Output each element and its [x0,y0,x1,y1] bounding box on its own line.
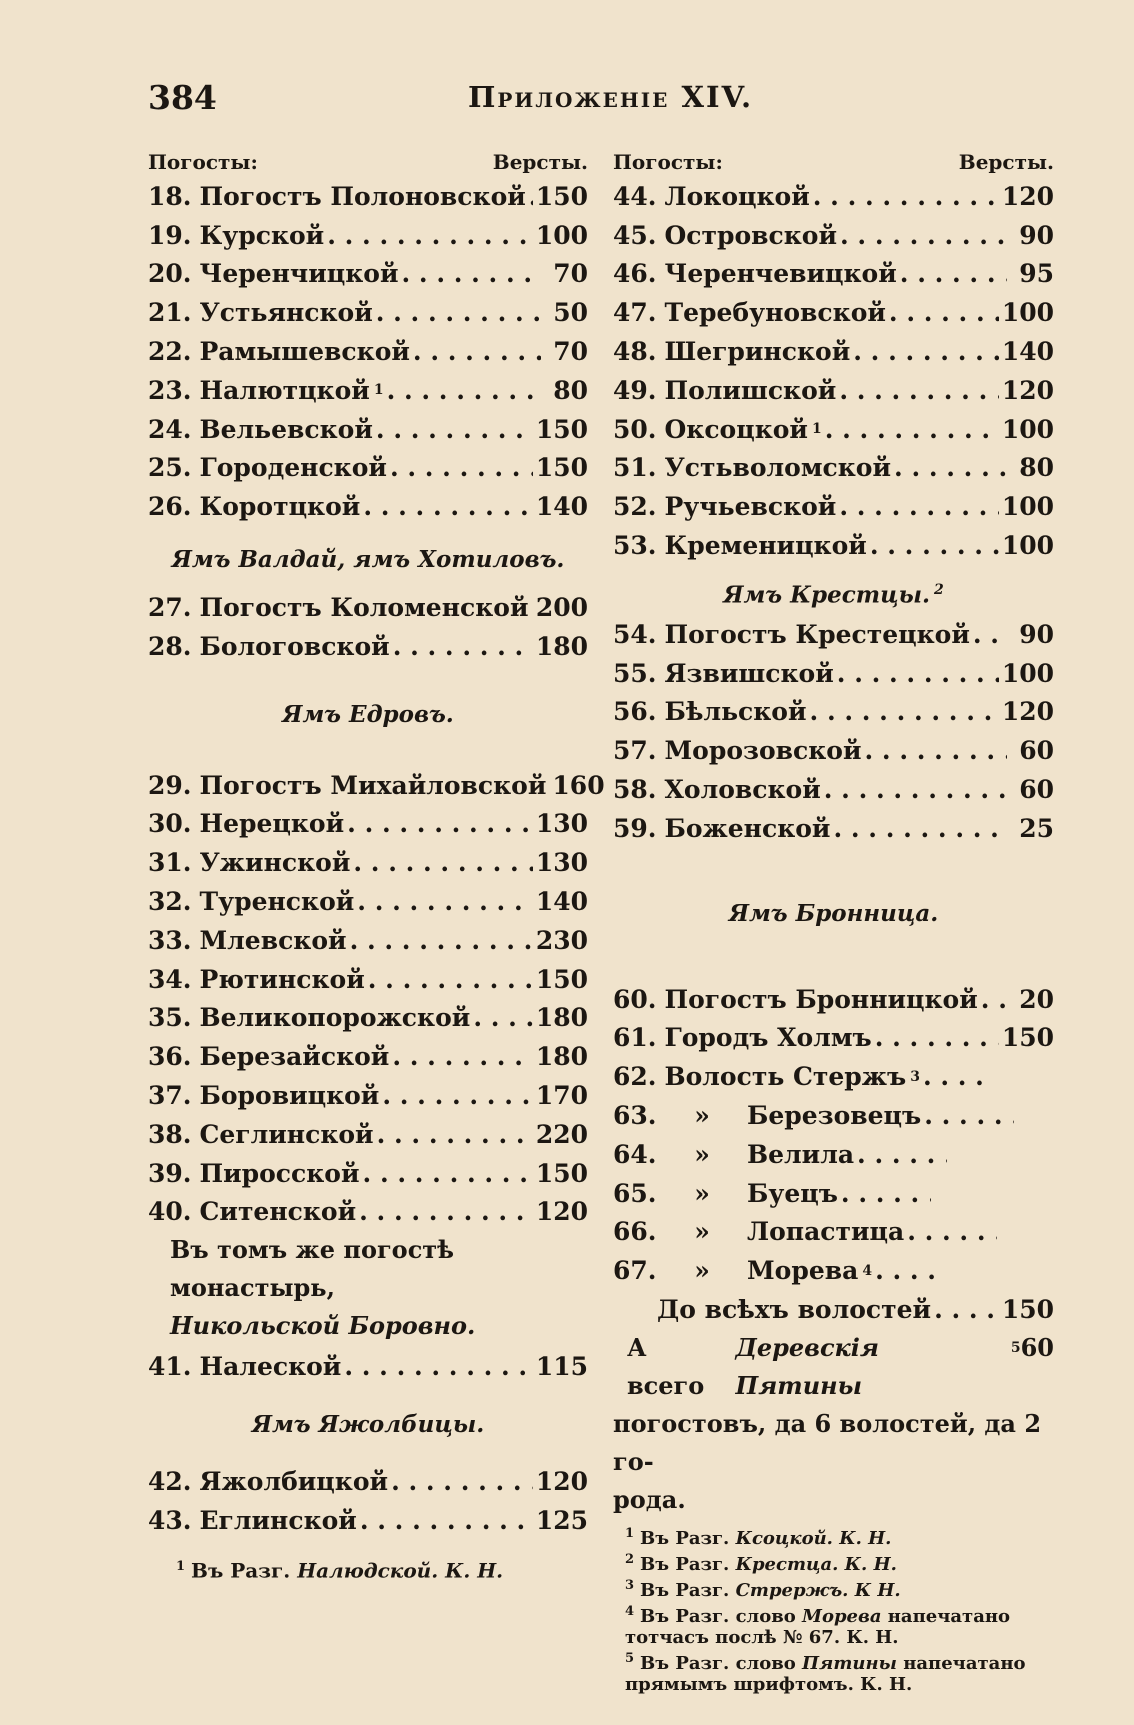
entry-number: 38. [148,1119,192,1149]
entry-number: 42. [148,1467,192,1497]
entry-number: 30. [148,809,192,839]
leader-dots [870,531,999,560]
entry-number: 26. [148,492,192,522]
entry-row [148,882,588,921]
entry-row [148,766,605,805]
section-heading: Ямъ Крестцы. $^2$ [723,581,944,609]
ditto-mark: » [694,1178,710,1208]
page-header [148,78,1054,118]
leader-dots [853,337,999,366]
entry-name: Погостъ Полоновской [199,181,526,211]
summary-line: погостовъ, да 6 волостей, да 2 го- [613,1408,1042,1476]
entry-list [148,766,605,1232]
entry-name: Яжолбицкой [199,1467,389,1497]
entry-versts: 140 [1001,337,1054,367]
entry-versts: 180 [535,631,588,661]
entry-number: 53. [613,531,657,561]
entry-name: Нерецкой [199,809,345,839]
entry-versts: 140 [535,887,588,917]
entry-number: 41. [148,1352,192,1382]
entry-versts: 180 [535,1003,588,1033]
entry-list [613,177,1054,565]
leader-dots [857,1140,947,1169]
entry-name: Холовской [664,775,821,805]
entry-number: 31. [148,848,192,878]
entry-number: 47. [613,298,657,328]
entry-name: Погостъ Бронницкой [664,984,978,1014]
entry-name: Березовецъ [747,1101,922,1131]
section-heading: Ямъ Бронница. [728,899,939,927]
footnote: $^4$ Въ Разг. слово Морева напечатано тотчасъ послѣ № 67. К. Н. [625,1603,1011,1648]
entry-versts: 100 [535,220,588,250]
pogosty-label: Погосты: [613,150,723,174]
entry-name: Млевской [199,925,347,955]
leader-dots [402,259,542,288]
entry-number: 56. [613,697,657,727]
entry-versts: 200 [535,593,588,623]
entry-name: Бологовской [199,631,390,661]
entry-row [148,805,588,844]
entry-row [148,588,588,627]
entry-row [613,1019,1054,1058]
entry-name: Бѣльской [664,697,807,727]
leader-dots [840,221,1007,250]
footnotes [613,1523,1054,1695]
entry-versts: 150 [1001,1023,1054,1053]
leader-dots [841,1179,931,1208]
leader-dots [376,298,541,327]
entry-list [613,615,1054,848]
entry-row [613,216,1054,255]
entry-name: Язвишской [664,658,834,688]
entry-versts: 150 [535,414,588,444]
entry-versts: 50 [553,298,588,328]
leader-dots [813,182,999,211]
entry-name: Кременицкой [664,531,867,561]
entry-row [148,449,588,488]
entry-list [148,177,588,526]
volost-row [613,1213,1054,1252]
entry-name: Черенчевицкой [664,259,897,289]
entry-number: 37. [148,1081,192,1111]
leader-dots [875,1256,945,1285]
entry-row [148,177,588,216]
entry-number: 23. [148,375,192,405]
entry-versts: 90 [1019,619,1054,649]
entry-name: Буецъ [747,1178,838,1208]
versty-label: Версты. [958,150,1054,174]
entry-name: Оксоцкой [664,414,808,444]
versty-label: Версты. [492,150,588,174]
entry-versts: 60 [1019,736,1054,766]
entry-number: 57. [613,736,657,766]
entry-number: 24. [148,414,192,444]
entry-number: 52. [613,492,657,522]
entry-row [148,216,588,255]
entry-row [613,654,1054,693]
entry-row [613,293,1054,332]
leader-dots [810,697,999,726]
entry-number: 21. [148,298,192,328]
leader-dots [473,1003,533,1032]
note-line: Въ томъ же погостѣ монастырь, [170,1235,455,1303]
entry-number: 60. [613,984,657,1014]
entry-name: Черенчицкой [199,259,399,289]
left-column [148,144,605,1583]
entry-versts: 150 [535,964,588,994]
entry-name: Шегринской [664,337,851,367]
footnote-ref: 1 [811,421,822,438]
entry-versts: 25 [1019,813,1054,843]
entry-name: Теребуновской [664,298,886,328]
entry-row [613,809,1054,848]
leader-dots [825,415,999,444]
entry-name: Сеглинской [199,1119,374,1149]
entry-versts: 95 [1019,259,1054,289]
leader-dots [363,1159,533,1188]
entry-versts: 125 [535,1505,588,1535]
entry-row [148,960,588,999]
entry-row [148,293,588,332]
entry-number: 36. [148,1042,192,1072]
entry-versts: 90 [1019,220,1054,250]
leader-dots [839,376,998,405]
footnote: $^5$ Въ Разг. слово Пятины напечатано прямымъ шрифтомъ. К. Н. [625,1650,1026,1695]
entry-list [148,1462,588,1540]
entry-versts: 100 [1001,298,1054,328]
leader-dots [391,1467,533,1496]
entry-number: 22. [148,337,192,367]
entry-row [148,1076,588,1115]
column-header [148,144,588,174]
leader-dots [393,632,533,661]
right-column [613,144,1054,1695]
entry-name: Полишской [664,375,837,405]
footnote: $^2$ Въ Разг. Крестца. К. Н. [625,1551,897,1575]
leader-dots [529,182,533,211]
ditto-mark: » [694,1101,710,1131]
entry-number: 66. [613,1217,657,1247]
entry-row [148,1462,588,1501]
footnote-ref: 1 [373,382,384,399]
entry-name: Морева [747,1256,859,1286]
entry-number: 48. [613,337,657,367]
footnote: $^3$ Въ Разг. Стрержъ. К Н. [625,1577,901,1601]
entry-name: Курской [199,220,325,250]
entry-row [148,371,588,410]
entry-name: Пиросской [199,1158,360,1188]
entry-number: 35. [148,1003,192,1033]
entry-number: 39. [148,1158,192,1188]
leader-dots [907,1217,997,1246]
entry-number: 50. [613,414,657,444]
entry-row [613,332,1054,371]
entry-name: Погостъ Коломенской [199,593,529,623]
leader-dots [894,453,1007,482]
entry-number: 28. [148,631,192,661]
entry-number: 49. [613,375,657,405]
entry-name: Лопастица [747,1217,905,1247]
volost-list [613,1096,1054,1290]
entry-row [148,1193,588,1232]
ditto-mark: » [694,1217,710,1247]
entry-name: Морозовской [664,736,862,766]
entry-number: 58. [613,775,657,805]
entry-number: 61. [613,1023,657,1053]
entry-row [613,449,1054,488]
leader-dots [839,492,998,521]
leader-dots [359,1197,533,1226]
entry-number: 25. [148,453,192,483]
entry-row [613,770,1054,809]
entry-row [613,731,1054,770]
entry-name: Налютцкой [199,375,370,405]
entry-name: Коротцкой [199,492,361,522]
entry-versts: 80 [1019,453,1054,483]
entry-number: 20. [148,259,192,289]
summary-line: А всего Деревскія Пятины 5 60 [627,1332,1054,1400]
entry-number: 55. [613,658,657,688]
entry-number: 27. [148,593,192,623]
leader-dots [875,1023,999,1052]
entry-name: Налеской [199,1352,342,1382]
note-line: Никольской Боровно. [170,1311,476,1341]
leader-dots [357,887,533,916]
leader-dots [981,985,1007,1014]
entry-row [613,177,1054,216]
footnote: $^1$ Въ Разг. Ксоцкой. К. Н. [625,1525,892,1549]
leader-dots [833,814,1007,843]
entry-row [148,1347,588,1386]
entry-versts: 120 [1001,375,1054,405]
entry-name: Погостъ Крестецкой [664,619,970,649]
leader-dots [382,1081,532,1110]
section-heading: Ямъ Яжолбицы. [251,1411,485,1439]
leader-dots [392,1042,532,1071]
leader-dots [824,775,1007,804]
entry-name: Великопорожской [199,1003,471,1033]
entry-name: Туренской [199,887,355,917]
entry-versts: 150 [535,181,588,211]
page-number: 384 [148,78,217,117]
entry-name: Островской [664,220,838,250]
entry-name: Боженской [664,813,831,843]
entry-number: 19. [148,220,192,250]
entry-number: 40. [148,1197,192,1227]
pogosty-label: Погосты: [148,150,258,174]
entry-row [148,1501,588,1540]
entry-versts: 220 [535,1119,588,1149]
leader-dots [344,1352,532,1381]
section-heading: Ямъ Едровъ. [282,700,454,728]
entry-number: 65. [613,1178,657,1208]
leader-dots [837,659,999,688]
entry-name: Вельевской [199,414,373,444]
entry-name: Рамышевской [199,337,410,367]
entry-number: 64. [613,1139,657,1169]
entry-name: Устьволомской [664,453,892,483]
total-row: До всѣхъ волостей . . . 150 [613,1290,1054,1329]
entry-versts: 20 [1019,984,1054,1014]
entry-number: 34. [148,964,192,994]
entry-row [613,980,1054,1019]
leader-dots [900,259,1007,288]
entry-name: Городенской [199,453,387,483]
entry-number: 59. [613,813,657,843]
volost-row [613,1174,1054,1213]
volost-row [613,1096,1054,1135]
entry-versts: 120 [1001,181,1054,211]
entry-list [148,588,588,666]
entry-versts: 80 [553,375,588,405]
entry-name: Городъ Холмъ [664,1023,872,1053]
entry-number: 18. [148,181,192,211]
entry-versts: 130 [535,809,588,839]
entry-versts: 170 [535,1081,588,1111]
leader-dots [865,736,1008,765]
ditto-mark: » [694,1256,710,1286]
entry-versts: 100 [1001,492,1054,522]
entry-versts: 120 [1001,697,1054,727]
entry-name: Березайской [199,1042,390,1072]
leader-dots [376,415,533,444]
entry-versts: 120 [535,1197,588,1227]
entry-versts: 115 [535,1352,588,1382]
entry-number: 46. [613,259,657,289]
leader-dots [387,376,541,405]
footnote-ref: 4 [862,1262,873,1279]
entry-row [148,627,588,666]
entry-row [613,615,1054,654]
leader-dots [413,337,541,366]
entry-number: 54. [613,619,657,649]
entry-versts: 60 [1019,775,1054,805]
entry-row: 62. Волость Стержъ 3 . . . [613,1057,1054,1096]
leader-dots [363,492,533,521]
entry-number: 44. [613,181,657,211]
entry-row [613,371,1054,410]
entry-row [148,487,588,526]
leader-dots [390,453,533,482]
entry-versts: 120 [535,1467,588,1497]
entry-versts: 150 [535,453,588,483]
leader-dots [368,965,533,994]
leader-dots [360,1506,533,1535]
entry-row [148,1154,588,1193]
entry-row [148,332,588,371]
entry-row [613,487,1054,526]
entry-number: 67. [613,1256,657,1286]
entry-row [148,999,588,1038]
entry-versts: 100 [1001,414,1054,444]
entry-row [148,410,588,449]
entry-number: 32. [148,887,192,917]
entry-versts: 100 [1001,658,1054,688]
ditto-mark: » [694,1139,710,1169]
entry-name: Погостъ Михайловской [199,770,547,800]
leader-dots [347,809,533,838]
entry-versts: 180 [535,1042,588,1072]
entry-row [148,1037,588,1076]
leader-dots [350,926,533,955]
leader-dots [532,593,533,622]
entry-row [148,1115,588,1154]
entry-name: Ужинской [199,848,351,878]
entry-number: 43. [148,1505,192,1535]
volost-row [613,1135,1054,1174]
volost-row [613,1251,1054,1290]
entry-versts: 130 [535,848,588,878]
leader-dots [924,1101,1014,1130]
entry-versts: 230 [535,925,588,955]
entry-versts: 150 [535,1158,588,1188]
footnote: $^1$ Въ Разг. Налюдской. К. Н. [176,1558,504,1583]
leader-dots [889,298,999,327]
column-header [613,144,1054,174]
entry-name: Рютинской [199,964,365,994]
entry-versts: 140 [535,492,588,522]
entry-name: Локоцкой [664,181,810,211]
entry-list [148,1347,588,1386]
entry-list [613,980,1054,1058]
entry-versts: 100 [1001,531,1054,561]
running-title: Приложеніе XIV. [468,80,754,114]
leader-dots [973,620,1007,649]
entry-row [148,921,588,960]
entry-name: Ситенской [199,1197,357,1227]
entry-row [613,410,1054,449]
entry-number: 29. [148,770,192,800]
leader-dots [327,221,533,250]
entry-number: 33. [148,925,192,955]
section-heading: Ямъ Валдай, ямъ Хотиловъ. [171,546,565,574]
entry-name: Устьянской [199,298,373,328]
entry-versts: 70 [553,259,588,289]
entry-row [613,255,1054,294]
entry-row [613,693,1054,732]
entry-name: Ручьевской [664,492,837,522]
entry-name: Боровицкой [199,1081,380,1111]
entry-versts: 70 [553,337,588,367]
entry-number: 63. [613,1101,657,1131]
leader-dots [377,1120,533,1149]
leader-dots [353,848,532,877]
entry-name: Велила [747,1139,855,1169]
entry-number: 45. [613,220,657,250]
entry-number: 51. [613,453,657,483]
entry-row [148,255,588,294]
entry-row [148,843,588,882]
summary-line: рода. [613,1484,686,1514]
entry-row [613,526,1054,565]
entry-versts: 160 [552,770,605,800]
entry-name: Еглинской [199,1505,357,1535]
